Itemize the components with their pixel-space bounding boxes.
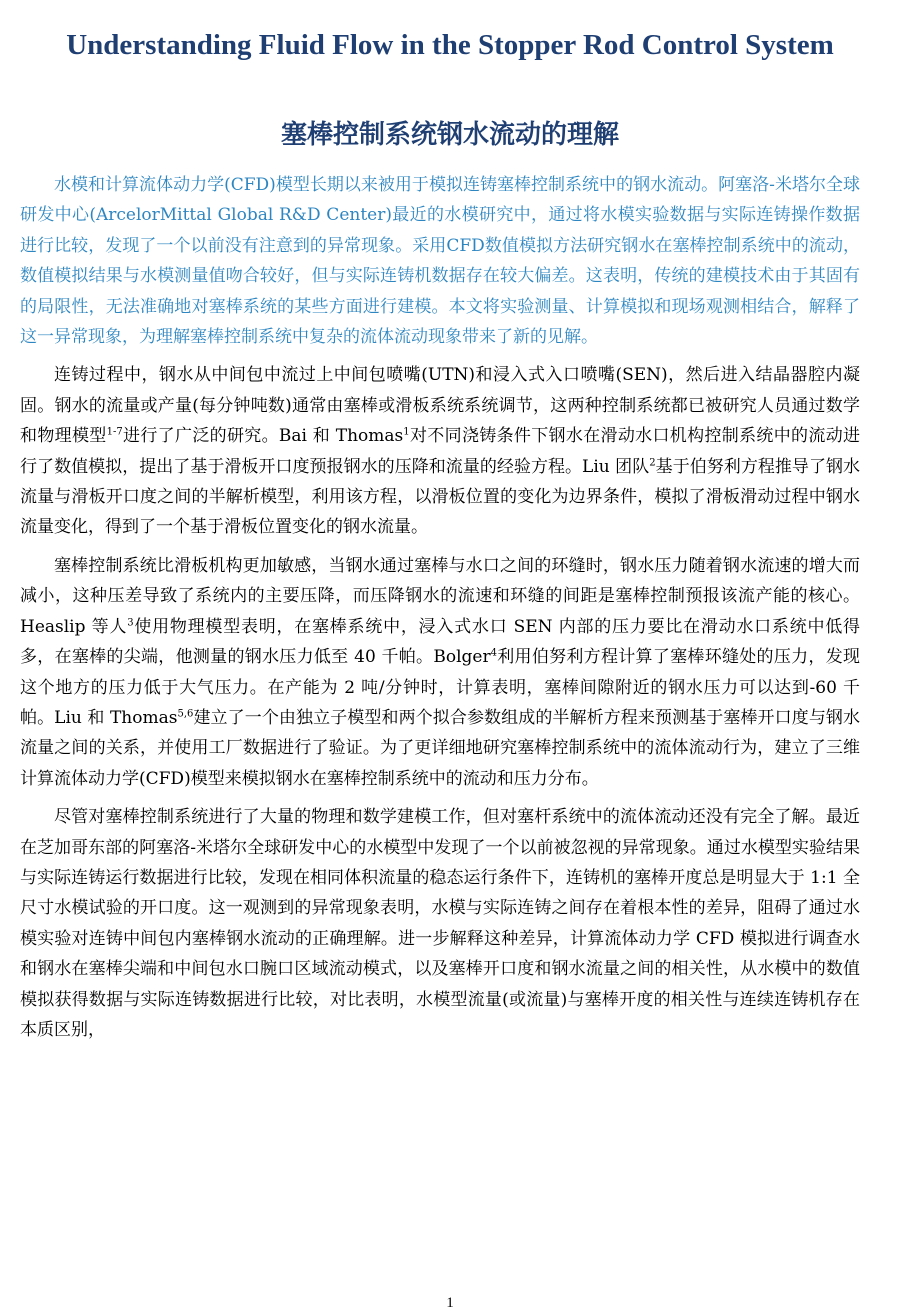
- paragraph-text: 基于伯努利方程推导了钢水流量与滑板开口度之间的半解析模型，利用该方程，以滑板位置的变化为边界条件，模拟了滑板滑动过程中钢水流量变化，得到了一个基于滑板位置变化的钢水流量。: [20, 456, 861, 538]
- paragraph-text: 连铸过程中，钢水从中间包中流过上中间包喷嘴(UTN)和浸入式入口喷嘴(SEN)，然后进入结晶器腔内凝固。钢水的流量或产量(每分钟吨数)通常由塞棒或滑板系统系统调节，这两种控制系统都已被研究人员通过数学和物理模型: [20, 365, 860, 447]
- body-paragraph: [20, 802, 860, 1045]
- title-english: Understanding Fluid Flow in the Stopper Rod Control System: [66, 29, 834, 62]
- paragraph-text: 建立了一个由独立子模型和两个拟合参数组成的半解析方程来预测基于塞棒开口度与钢水流量之间的关系，并使用工厂数据进行了验证。为了更详细地研究塞棒控制系统中的流体流动行为，建立了三维计算流体动力学(CFD)模型来模拟钢水在塞棒控制系统中的流动和压力分布。: [20, 707, 861, 789]
- citation-superscript: 2: [649, 457, 656, 468]
- body-paragraph: [20, 551, 860, 794]
- body-paragraph: [20, 360, 860, 542]
- citation-superscript: 4: [490, 647, 497, 659]
- abstract-paragraph: [20, 170, 860, 352]
- paragraph-text: 利用伯努利方程计算了塞棒环缝处的压力，发现这个地方的压力低于大气压力。在产能为 2 吨/分钟时，计算表明，塞棒间隙附近的钢水压力可以达到-60 千帕。Liu 和 Thomas: [20, 647, 860, 728]
- paragraph-text: 塞棒控制系统比滑板机构更加敏感，当钢水通过塞棒与水口之间的环缝时，钢水压力随着钢水流速的增大而减小，这种压差导致了系统内的主要压降，而压降钢水的流速和环缝的间距是塞棒控制预报该流产能的核心。Heaslip 等人: [20, 555, 860, 637]
- citation-superscript: 3: [127, 617, 134, 629]
- paragraph-text: 水模和计算流体动力学(CFD)模型长期以来被用于模拟连铸塞棒控制系统中的钢水流动。阿塞洛-米塔尔全球研发中心(ArcelorMittal Global R&D Center)最近的水模研究中，通过将水模实验数据与实际连铸操作数据进行比较，发现了一个以前没有注意到的异常现象。采用CFD数值模拟方法研究钢水在塞棒控制系统中的流动，数值模拟结果与水模测量值吻合较好，但与实际连铸机数据存在较大偏差。这表明，传统的建模技术由于其固有的局限性，无法准确地对塞棒系统的某些方面进行建模。本文将实验测量、计算模拟和现场观测相结合，解释了这一异常现象，为理解塞棒控制系统中复杂的流体流动现象带来了新的见解。: [20, 175, 860, 348]
- paragraph-text: 对不同浇铸条件下钢水在滑动水口机构控制系统中的流动进行了数值模拟，提出了基于滑板开口度预报钢水的压降和流量的经验方程。Liu 团队: [20, 426, 861, 477]
- paragraph-text: 使用物理模型表明，在塞棒系统中，浸入式水口 SEN 内部的压力要比在滑动水口系统中低得多，在塞棒的尖端，他测量的钢水压力低至 40 千帕。Bolger: [20, 616, 860, 668]
- citation-superscript: 1: [403, 426, 410, 438]
- citation-superscript: 5,6: [177, 708, 194, 720]
- paragraph-text: 进行了广泛的研究。Bai 和 Thomas: [122, 426, 404, 447]
- page-number: 1: [446, 1295, 454, 1311]
- paragraph-text: 尽管对塞棒控制系统进行了大量的物理和数学建模工作，但对塞杆系统中的流体流动还没有完全了解。最近在芝加哥东部的阿塞洛-米塔尔全球研发中心的水模型中发现了一个以前被忽视的异常现象。通过水模型实验结果与实际连铸运行数据进行比较，发现在相同体积流量的稳态运行条件下，连铸机的塞棒开度总是明显大于 1:1 全尺寸水模试验的开口度。这一观测到的异常现象表明，水模与实际连铸之间存在着根本性的差异，阻碍了通过水模实验对连铸中间包内塞棒钢水流动的正确理解。进一步解释这种差异，计算流体动力学 CFD 模拟进行调查水和钢水在塞棒尖端和中间包水口腕口区域流动模式，以及塞棒开口度和钢水流量之间的相关性，从水模中的数值模拟获得数据与实际连铸数据进行比较，对比表明，水模型流量(或流量)与塞棒开度的相关性与连续连铸机存在本质区别，: [20, 807, 860, 1040]
- body-text: [20, 170, 860, 1053]
- title-chinese: 塞棒控制系统钢水流动的理解: [280, 119, 619, 150]
- citation-superscript: 1-7: [106, 426, 123, 438]
